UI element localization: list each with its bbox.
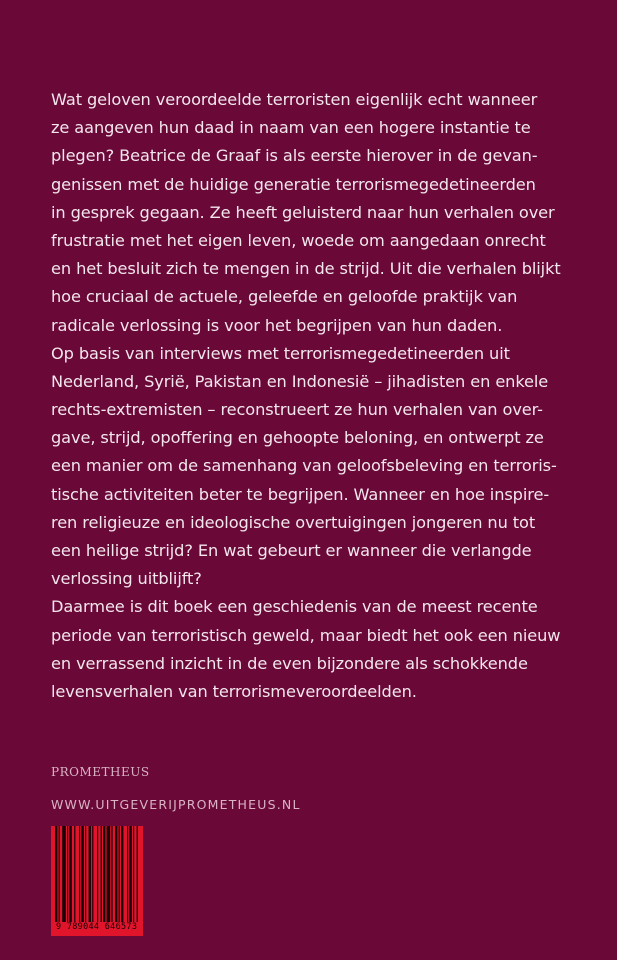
blurb-line: ren religieuze en ideologische overtuigingen jongeren nu tot (51, 512, 536, 532)
blurb-line: een manier om de samenhang van geloofsbeleving en terroris- (51, 456, 557, 476)
isbn-barcode (51, 826, 143, 936)
barcode-bar (133, 826, 134, 922)
barcode-bar (115, 826, 117, 922)
blurb-line: Nederland, Syrië, Pakistan en Indonesië – jihadisten en enkele (51, 371, 549, 391)
barcode-bar (137, 826, 138, 922)
blurb-line: frustratie met het eigen leven, woede om aangedaan onrecht (51, 230, 546, 250)
barcode-bar (129, 826, 131, 922)
publisher-website[interactable]: WWW.UITGEVERIJPROMETHEUS.NL (51, 797, 301, 812)
barcode-bar (92, 826, 93, 922)
blurb-line: Daarmee is dit boek een geschiedenis van de meest recente (51, 597, 538, 617)
blurb-line: Wat geloven veroordeelde terroristen eigenlijk echt wanneer (51, 90, 538, 109)
barcode-bar (111, 826, 112, 922)
barcode-bar (119, 826, 120, 922)
blurb-line: en het besluit zich te mengen in de strijd. Uit die verhalen blijkt (51, 259, 561, 279)
blurb-line: ze aangeven hun daad in naam van een hogere instantie te (51, 118, 531, 138)
barcode-bar (127, 826, 128, 922)
barcode-bar (97, 826, 98, 922)
publisher-logo: PROMETHEUS (51, 765, 150, 779)
barcode-bar (67, 826, 68, 922)
blurb-line: periode van terroristisch geweld, maar biedt het ook een nieuw (51, 625, 561, 645)
isbn-number: 9 789044 646573 (56, 922, 138, 932)
barcode-bar (79, 826, 80, 922)
barcode-bar (101, 826, 102, 922)
barcode-bar (89, 826, 91, 922)
barcode-bar (74, 826, 75, 922)
blurb-text (51, 86, 571, 706)
blurb-line: een heilige strijd? En wat gebeurt er wanneer die verlangde (51, 541, 532, 560)
blurb-line: tische activiteiten beter te begrijpen. Wanneer en hoe inspire- (51, 484, 550, 504)
blurb-line: verlossing uitblijft? (51, 569, 202, 589)
blurb-line: radicale verlossing is voor het begrijpen van hun daden. (51, 315, 503, 335)
barcode-bars (51, 826, 143, 922)
blurb-line: in gesprek gegaan. Ze heeft geluisterd naar hun verhalen over (51, 202, 555, 222)
blurb-line: levensverhalen van terrorismeveroordeelden. (51, 681, 417, 701)
barcode-bar (107, 826, 111, 922)
blurb-line: genissen met de huidige generatie terrorismegedetineerden (51, 174, 536, 194)
blurb-line: Op basis van interviews met terrorismegedetineerden uit (51, 343, 510, 363)
barcode-bar (85, 826, 86, 922)
barcode-bar (81, 826, 83, 922)
barcode-bar (69, 826, 71, 922)
barcode-bar (62, 826, 66, 922)
blurb-line: rechts-extremisten – reconstrueert ze hun verhalen van over- (51, 400, 543, 420)
barcode-bar (103, 826, 105, 922)
blurb-line: en verrassend inzicht in de even bijzondere als schokkende (51, 653, 528, 673)
blurb-line: gave, strijd, opoffering en gehoopte beloning, en ontwerpt ze (51, 428, 544, 448)
blurb-line: hoe cruciaal de actuele, geleefde en geloofde praktijk van (51, 287, 518, 307)
barcode-bar (55, 826, 57, 922)
barcode-bar (59, 826, 60, 922)
barcode-bar (121, 826, 123, 922)
blurb-line: plegen? Beatrice de Graaf is als eerste hierover in de gevan- (51, 146, 538, 166)
